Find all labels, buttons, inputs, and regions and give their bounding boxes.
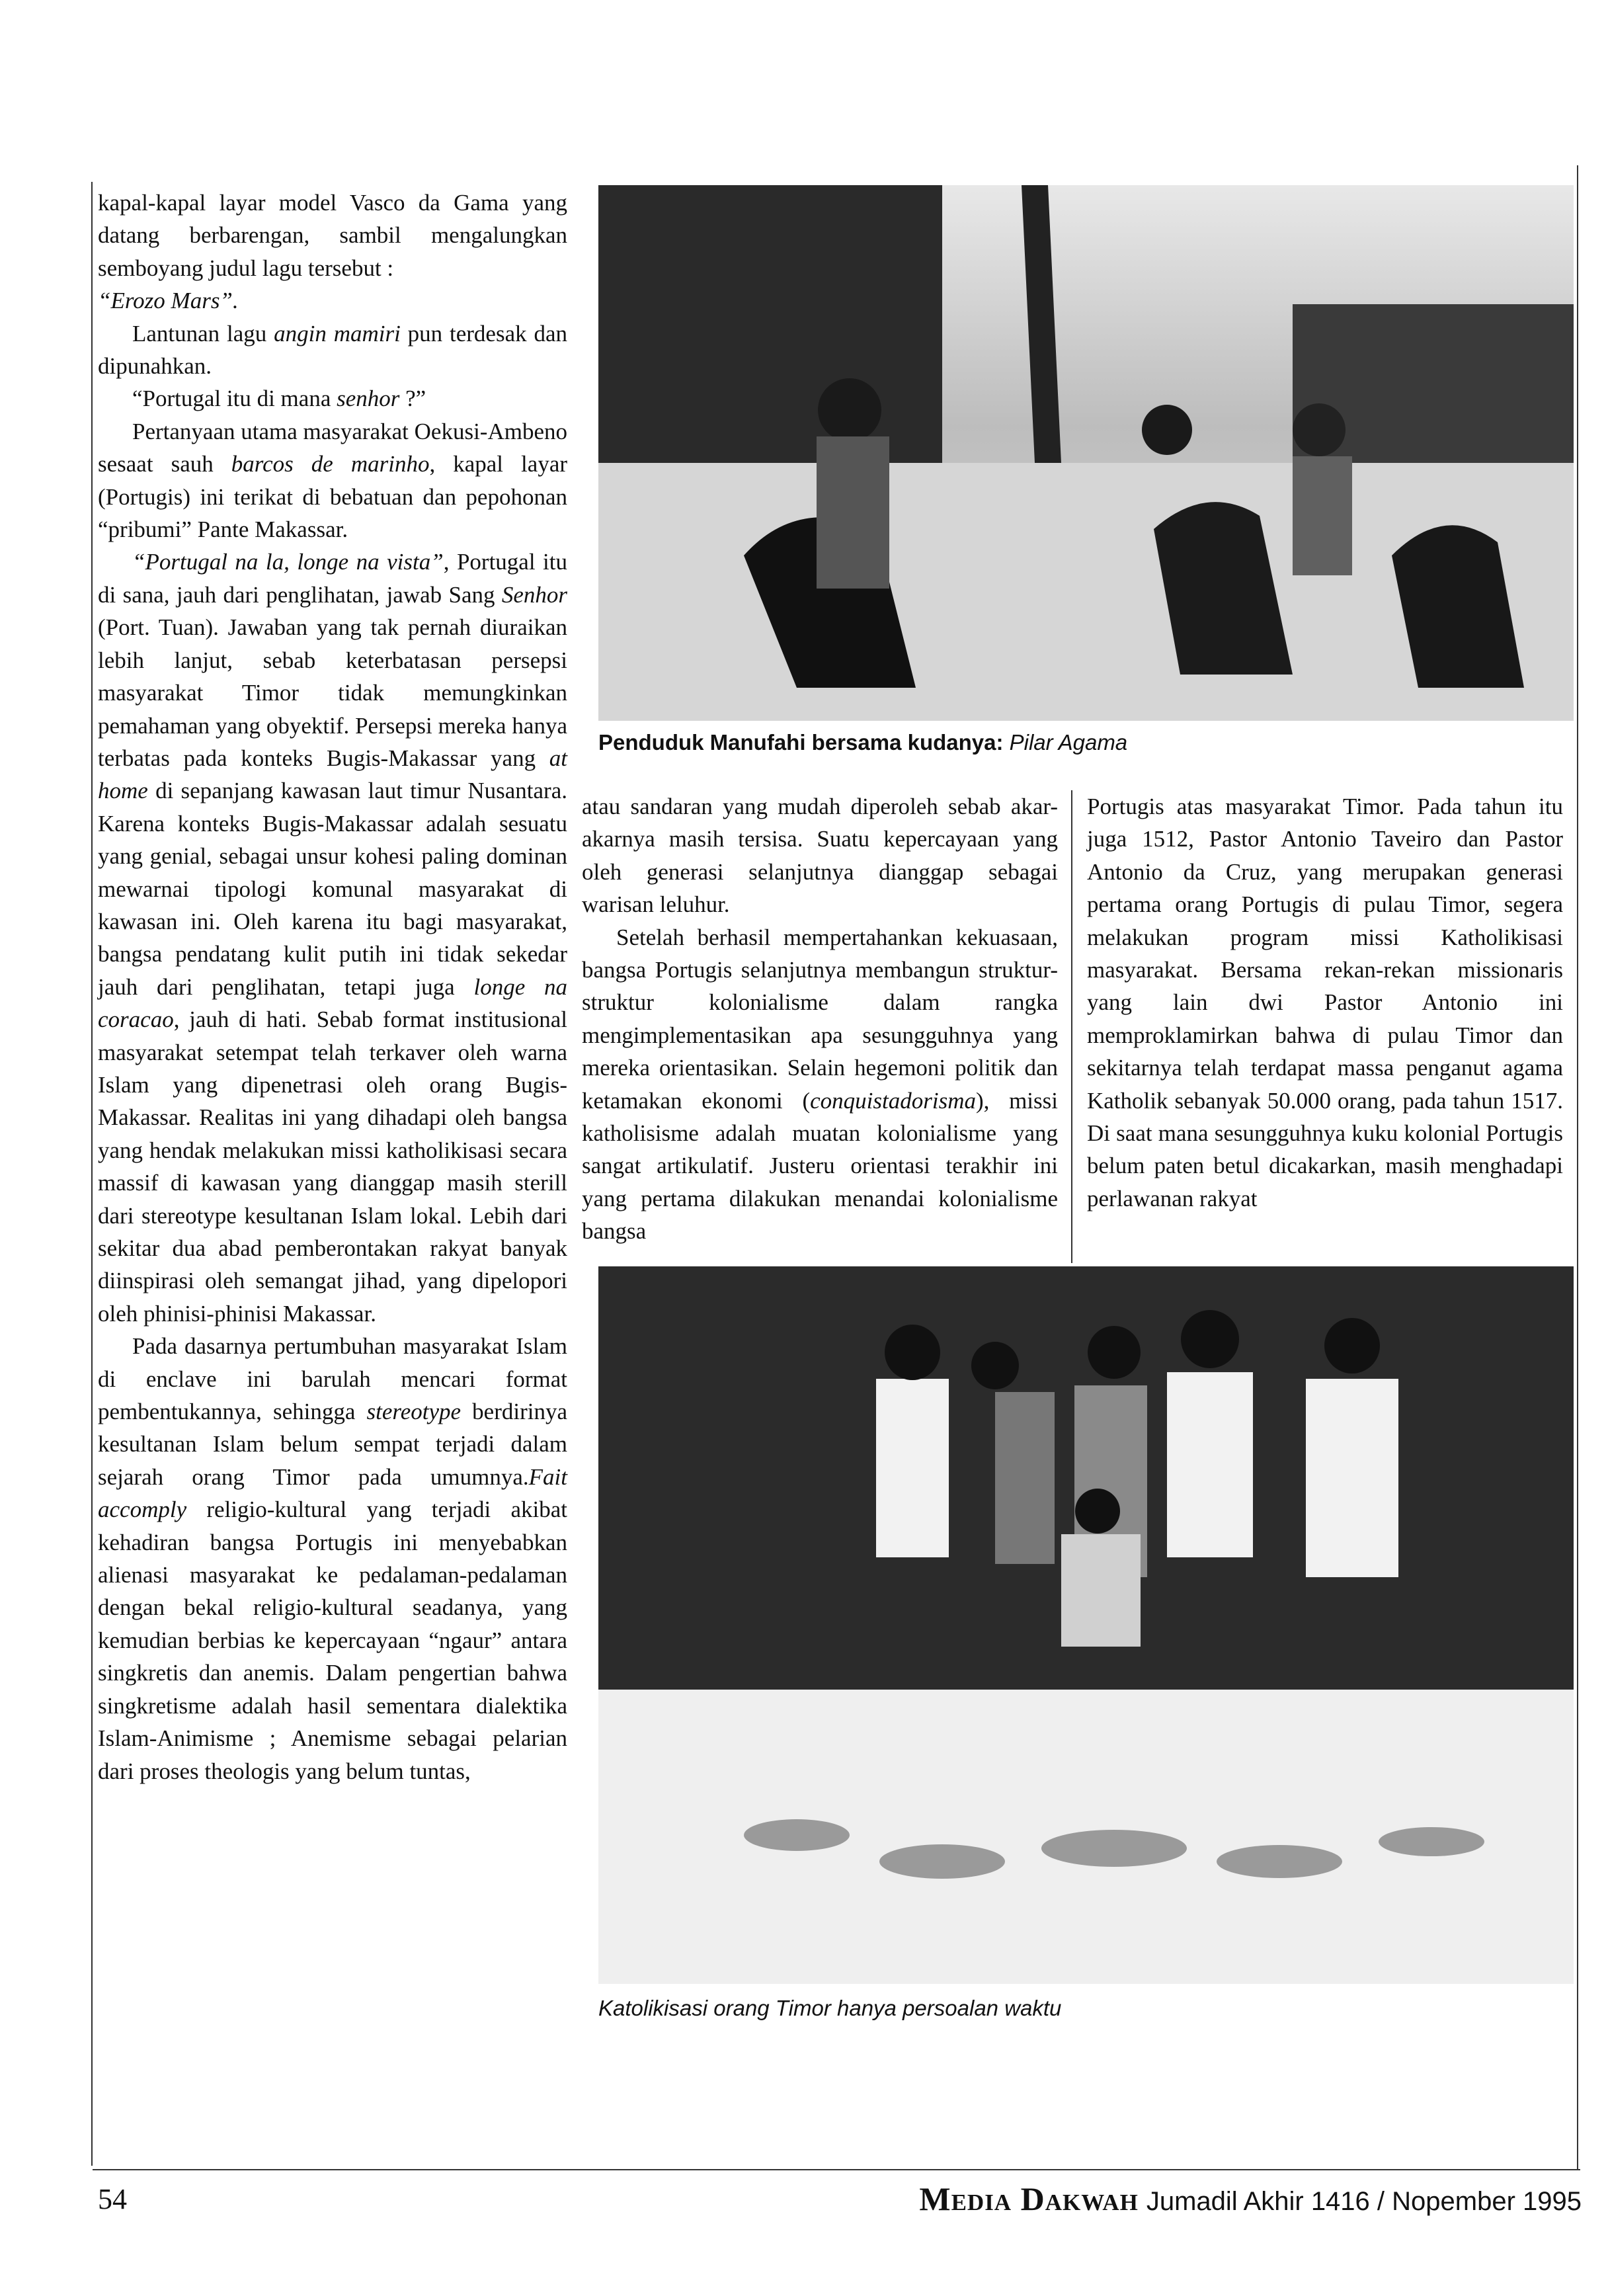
page-number: 54 [98,2183,127,2215]
left-text-column [98,186,567,1787]
magazine-title: Media Dakwah [919,2180,1139,2217]
paragraph: “Portugal itu di mana senhor ?” [132,386,426,412]
photo-timorese-group [598,1266,1574,1984]
right-text-column [1087,790,1563,1215]
paragraph: Setelah berhasil mempertahankan kekuasaan, bangsa Portugis selanjutnya membangun struktur-struktur kolonialisme dalam rangka mengimplementasikan apa sesungguhnya yang mereka orientasikan. Selain hegemoni politik dan ketamakan ekonomi (conquistadorisma), missi katholisisme adalah muatan kolonialisme yang sangat artikulatif. Justeru orientasi terakhir ini yang pertama dilakukan menandai kolonialisme bangsa [582,924,1058,1245]
photo-villagers-with-horses [598,185,1574,721]
middle-text-column [582,790,1058,1248]
paragraph: Lantunan lagu angin mamiri pun terdesak dan dipunahkan. [98,320,567,380]
footer-masthead [919,2180,1582,2218]
left-column-rule [91,182,93,2166]
footer-rule [93,2169,1580,2170]
paragraph: “Portugal na la, longe na vista”, Portugal itu di sana, jauh dari penglihatan, jawab Sang Senhor (Port. Tuan). Jawaban yang tak pernah diuraikan lebih lanjut, sebab keterbatasan persepsi masyarakat Timor tidak memungkinkan pemahaman yang obyektif. Persepsi mereka hanya terbatas pada konteks Bugis-Makassar yang at home di sepanjang kawasan laut timur Nusantara. Karena konteks Bugis-Makassar adalah sesuatu yang genial, sebagai unsur kohesi paling dominan mewarnai tipologi komunal masyarakat di kawasan ini. Oleh karena itu bagi masyarakat, bangsa pendatang kulit putih ini tidak sekedar jauh dari penglihatan, tetapi juga longe na coracao, jauh di hati. Sebab format institusional masyarakat setempat telah terkaver oleh warna Islam yang dipenetrasi oleh orang Bugis-Makassar. Realitas ini yang dihadapi oleh bangsa yang hendak melakukan missi katholikisasi secara massif di kawasan yang dianggap masih sterill dari stereotype kesultanan Islam lokal. Lebih dari sekitar dua abad pemberontakan rakyat banyak diinspirasi oleh semangat jihad, yang dipelopori oleh phinisi-phinisi Makassar. [98,549,567,1327]
paragraph: kapal-kapal layar model Vasco da Gama yang datang berbarengan, sambil mengalungkan semboyang judul lagu tersebut : “Erozo Mars”. [98,190,567,314]
bottom-photo-caption: Katolikisasi orang Timor hanya persoalan waktu [598,1996,1062,2020]
paragraph: Portugis atas masyarakat Timor. Pada tahun itu juga 1512, Pastor Antonio Taveiro dan Pastor Antonio da Cruz, yang merupakan generasi pertama orang Portugis di pulau Timor, segera melakukan program missi Katholikisasi masyarakat. Bersama rekan-rekan missionaris yang lain dwi Pastor Antonio ini memproklamirkan bahwa di pulau Timor dan sekitarnya telah terdapat massa penganut agama Katholik sebanyak 50.000 orang, pada tahun 1517. Di saat mana sesungguhnya kuku kolonial Portugis belum paten betul dicakarkan, masih menghadapi perlawanan rakyat [1087,794,1563,1211]
horse-riders-photo-icon [598,185,1574,721]
group-portrait-photo-icon [598,1266,1574,1984]
right-page-rule [1577,165,1578,2169]
top-photo-caption: Penduduk Manufahi bersama kudanya: Pilar Agama [598,730,1128,755]
paragraph: Pada dasarnya pertumbuhan masyarakat Islam di enclave ini barulah mencari format pembentukannya, sehingga stereotype berdirinya kesultanan Islam belum sempat terjadi dalam sejarah orang Timor pada umumnya.Fait accomply religio-kultural yang terjadi akibat kehadiran bangsa Portugis ini menyebabkan alienasi masyarakat ke pedalaman-pedalaman dengan bekal religio-kultural seadanya, yang kemudian berbias ke kepercayaan “ngaur” antara singkretis dan anemis. Dalam pengertian bahwa singkretisme adalah hasil sementara dialektika Islam-Animisme ; Anemisme sebagai pelarian dari proses theologis yang belum tuntas, [98,1333,567,1784]
issue-date: Jumadil Akhir 1416 / Nopember 1995 [1146,2187,1582,2216]
paragraph: Pertanyaan utama masyarakat Oekusi-Ambeno sesaat sauh barcos de marinho, kapal layar (Portugis) ini terikat di bebatuan dan pepohonan “pribumi” Pante Makassar. [98,418,568,543]
column-divider-mid-right [1071,790,1072,1263]
paragraph: atau sandaran yang mudah diperoleh sebab akar-akarnya masih tersisa. Suatu kepercayaan yang oleh generasi selanjutnya dianggap sebagai warisan leluhur. [582,794,1058,918]
